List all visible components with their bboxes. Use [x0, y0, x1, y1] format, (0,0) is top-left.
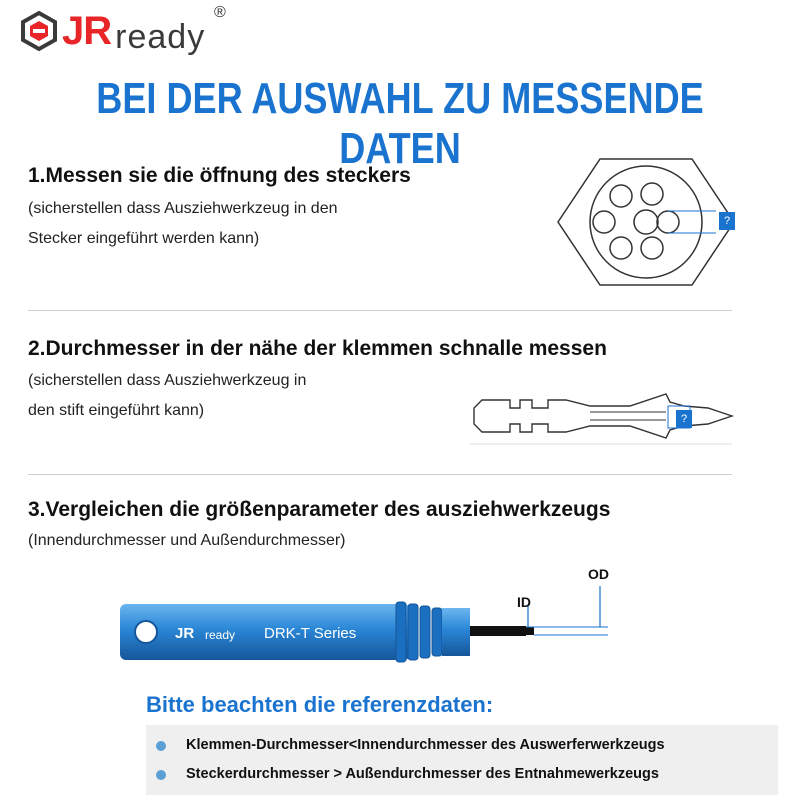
divider-1	[28, 310, 732, 311]
divider-2	[28, 474, 732, 475]
step-1-note-line-2: Stecker eingeführt werden kann)	[28, 230, 260, 247]
notice-title: Bitte beachten die referenzdaten:	[146, 692, 494, 717]
registered-mark: ®	[214, 4, 226, 21]
step-1-note	[28, 194, 338, 254]
od-label: OD	[588, 566, 609, 582]
page-headline: BEI DER AUSWAHL ZU MESSENDE DATEN	[96, 74, 704, 173]
brand-suffix: ready	[115, 18, 206, 56]
connector-face-diagram	[556, 156, 736, 288]
tool-brand-name: JR	[175, 625, 195, 642]
notice-box	[146, 725, 778, 795]
tool-series-label: DRK-T Series	[264, 625, 357, 642]
step-3-note	[28, 526, 346, 556]
step-2-measure-badge: ?	[676, 410, 692, 428]
brand-name: JR	[62, 9, 112, 53]
brand-logo	[18, 8, 205, 54]
step-2-note-line-1: (sicherstellen dass Ausziehwerkzeug in	[28, 372, 307, 389]
step-3-note-line-1: (Innendurchmesser und Außendurchmesser)	[28, 532, 346, 549]
step-1-measure-badge: ?	[719, 212, 735, 230]
notice-item-text: Klemmen-Durchmesser<Innendurchmesser des Auswerferwerkzeugs	[186, 737, 665, 753]
od-id-callout-lines	[500, 580, 620, 640]
id-label: ID	[517, 594, 531, 610]
notice-item-text: Steckerdurchmesser > Außendurchmesser des Entnahmewerkzeugs	[186, 766, 659, 782]
terminal-pin-diagram	[470, 386, 740, 448]
step-3-title: 3.Vergleichen die größenparameter des ausziehwerkzeugs	[28, 498, 611, 521]
step-1-note-line-1: (sicherstellen dass Ausziehwerkzeug in den	[28, 200, 338, 217]
step-1-title: 1.Messen sie die öffnung des steckers	[28, 164, 411, 187]
step-2-note-line-2: den stift eingeführt kann)	[28, 402, 205, 419]
bullet-dot-icon	[156, 741, 166, 751]
bullet-dot-icon	[156, 770, 166, 780]
step-2-note	[28, 366, 306, 426]
tool-brand-suffix: ready	[205, 628, 236, 642]
step-2-title: 2.Durchmesser in der nähe der klemmen schnalle messen	[28, 337, 607, 360]
jr-logo-mark-icon	[18, 10, 60, 52]
